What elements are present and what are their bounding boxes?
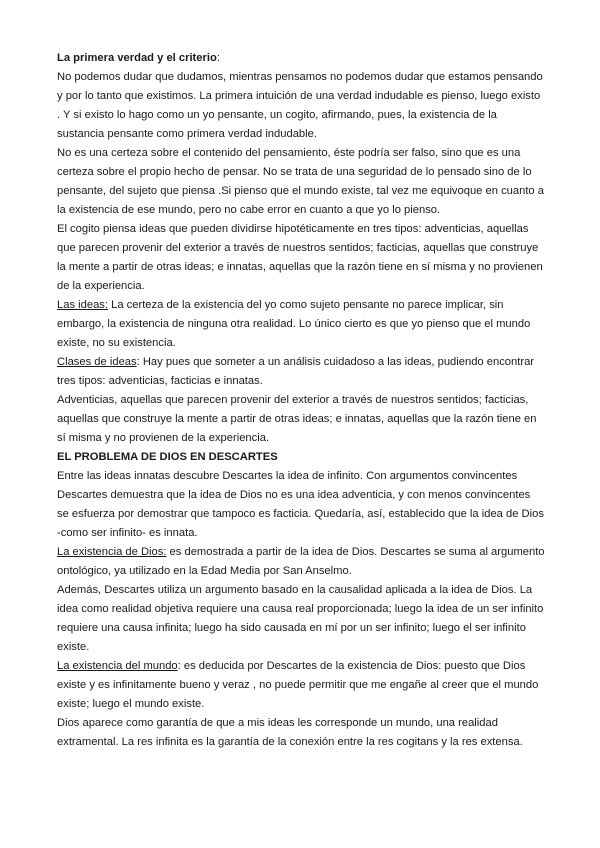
paragraph-existencia-de-dios [57, 543, 545, 581]
paragraph-text: es demostrada a partir de la idea de Dios. Descartes se suma al argumento ontológico, ya utilizado en la Edad Media por San Anselmo. [57, 546, 545, 577]
underlined-label: La existencia del mundo [57, 660, 178, 672]
paragraph-text: La certeza de la existencia del yo como sujeto pensante no parece implicar, sin embargo, la existencia de ninguna otra realidad. Lo único cierto es que yo pienso que el mundo existe, no su existencia. [57, 299, 531, 349]
paragraph: Además, Descartes utiliza un argumento basado en la causalidad aplicada a la idea de Dios. La idea como realidad objetiva requiere una causa real proporcionada; luego la idea de un ser infinito requiere una causa infinita; luego ha sido causada en mí por un ser infinito; luego el ser infinito existe. [57, 584, 544, 653]
paragraph-las-ideas [57, 296, 545, 353]
paragraph: El cogito piensa ideas que pueden dividirse hipotéticamente en tres tipos: adventicias, aquellas que parecen provenir del exterior a través de nuestros sentidos; facticias, aquellas que construye la mente a partir de otras ideas; e innatas, aquellas que la razón tiene en sí misma y no provienen de la experiencia. [57, 223, 543, 292]
paragraph-text: : Hay pues que someter a un análisis cuidadoso a las ideas, pudiendo encontrar tres tipos: adventicias, facticias e innatas. [57, 356, 535, 387]
section-title-colon: : [216, 52, 220, 64]
underlined-label: Clases de ideas [57, 356, 137, 368]
section-title: La primera verdad y el criterio [57, 52, 217, 64]
document-body [57, 49, 545, 752]
paragraph-text: : es deducida por Descartes de la existencia de Dios: puesto que Dios existe y es infinitamente bueno y veraz , no puede permitir que me engañe al creer que el mundo existe; luego el mundo existe. [57, 660, 539, 710]
paragraph: Dios aparece como garantía de que a mis ideas les corresponde un mundo, una realidad extramental. La res infinita es la garantía de la conexión entre la res cogitans y la res extensa. [57, 717, 523, 748]
paragraph: Adventicias, aquellas que parecen provenir del exterior a través de nuestros sentidos; facticias, aquellas que construye la mente a partir de otras ideas; e innatas, aquellas que la razón tiene en sí misma y no provienen de la experiencia. [57, 394, 537, 444]
underlined-label: Las ideas: [57, 299, 108, 311]
paragraph: No podemos dudar que dudamos, mientras pensamos no podemos dudar que estamos pensando y por lo tanto que existimos. La primera intuición de una verdad indudable es pienso, luego existo . Y si existo lo hago como un yo pensante, un cogito, afirmando, pues, la existencia de la sustancia pensante como primera verdad indudable. [57, 71, 543, 140]
section-heading-problema-de-dios: EL PROBLEMA DE DIOS EN DESCARTES [57, 451, 278, 463]
underlined-label: La existencia de Dios: [57, 546, 167, 558]
paragraph-existencia-del-mundo [57, 657, 545, 714]
section-heading-primera-verdad [57, 49, 545, 68]
paragraph-clases-de-ideas [57, 353, 545, 391]
paragraph: Entre las ideas innatas descubre Descartes la idea de infinito. Con argumentos convincentes Descartes demuestra que la idea de Dios no es una idea adventicia, y con menos convincentes se esfuerza por demostrar que tampoco es facticia. Quedaría, así, establecido que la idea de Dios -como ser infinito- es innata. [57, 470, 544, 539]
paragraph: No es una certeza sobre el contenido del pensamiento, éste podría ser falso, sino que es una certeza sobre el propio hecho de pensar. No se trata de una seguridad de lo pensado sino de lo pensante, del sujeto que piensa .Si pienso que el mundo existe, tal vez me equivoque en cuanto a la existencia de ese mundo, pero no cabe error en cuanto a que yo lo pienso. [57, 147, 544, 216]
